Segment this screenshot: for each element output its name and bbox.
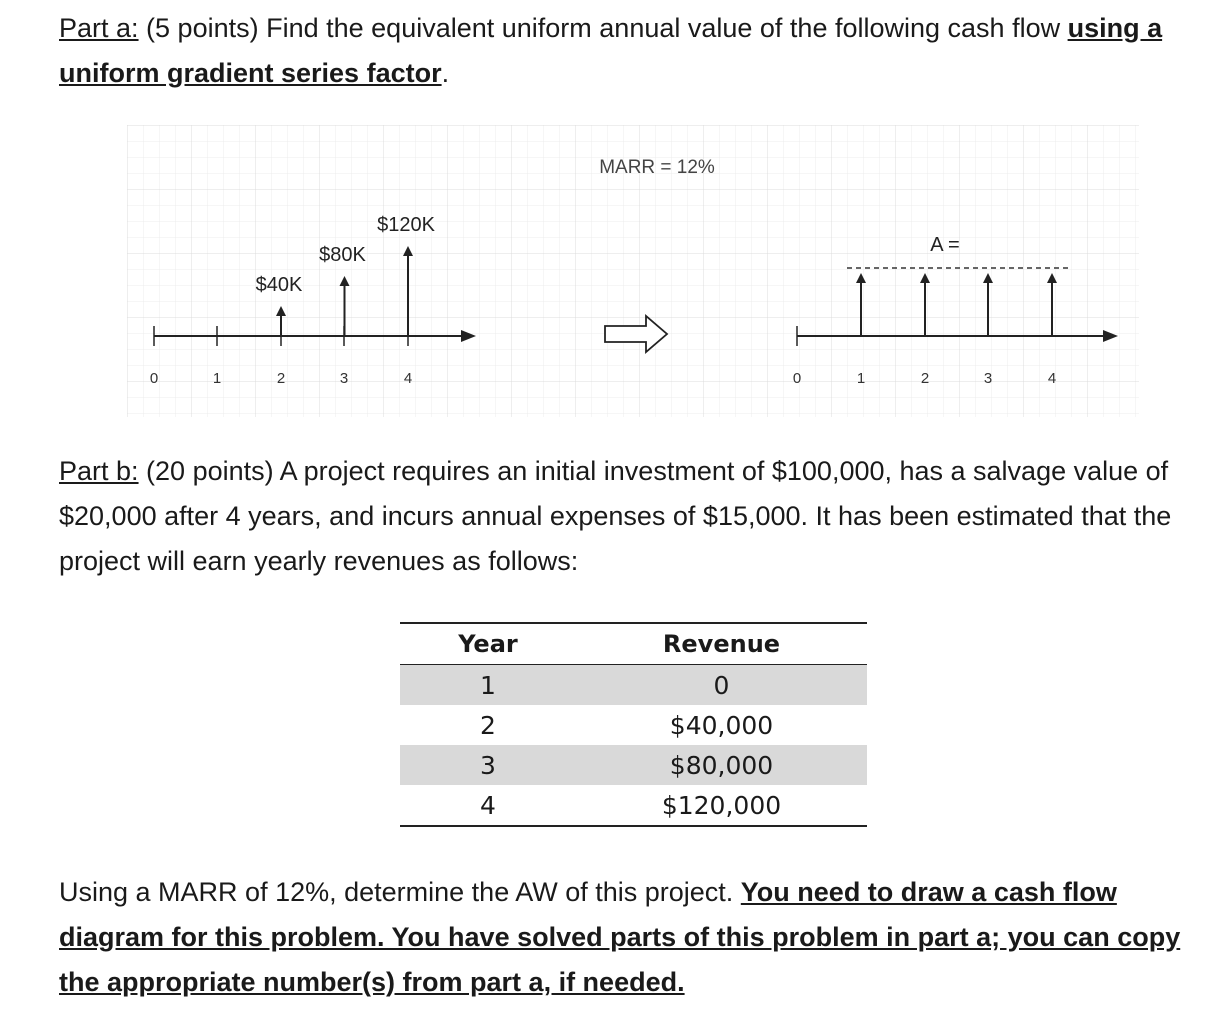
year-cell: 2 <box>480 710 496 740</box>
part-b-label: Part b: <box>59 456 139 486</box>
cash-flow-diagram <box>127 125 1139 417</box>
revenue-cell: 0 <box>576 665 867 706</box>
right-tick-label-4: 4 <box>1047 370 1057 387</box>
right-tick-label-1: 1 <box>856 370 866 387</box>
cash-flow-label-year-3: $80K <box>319 244 366 266</box>
part-b-paragraph <box>59 449 1209 584</box>
revenue-header: Revenue <box>576 623 867 665</box>
year-cell: 3 <box>400 745 576 785</box>
table-row <box>400 705 867 745</box>
part-a-period: . <box>441 58 450 88</box>
closing-text: Using a MARR of 12%, determine the AW of this project. <box>59 877 741 907</box>
part-b-text: (20 points) A project requires an initial investment of $100,000, has a salvage value of $20,000 after 4 years, and incurs annual expenses of $15,000. It has been estimated that the project will earn yearly revenues as follows: <box>59 456 1172 576</box>
cash-flow-label-year-4: $120K <box>377 214 435 236</box>
right-tick-label-3: 3 <box>983 370 993 387</box>
year-cell: 1 <box>400 665 576 706</box>
closing-paragraph <box>59 870 1189 1005</box>
year-cell: 4 <box>400 785 576 826</box>
part-a-points: (5 points) Find the equivalent uniform annual value of the following cash flow <box>138 13 1068 43</box>
left-tick-label-0: 0 <box>149 370 159 387</box>
marr-label: MARR = 12% <box>599 157 715 178</box>
table-header-row <box>400 623 867 665</box>
table-row <box>400 745 867 785</box>
closing-emphasis: You need to draw a cash flow diagram for this problem. You have solved parts of this problem in part a; you can copy the appropriate number(s) from part a, if needed. <box>59 877 1181 997</box>
revenue-cell: $120,000 <box>576 785 867 826</box>
part-a-label: Part a: <box>59 13 139 43</box>
revenue-cell: $40,000 <box>669 710 774 740</box>
part-a-paragraph <box>59 6 1209 96</box>
table-row <box>400 665 867 706</box>
part-a-method: using a uniform gradient series factor <box>59 13 1163 88</box>
left-tick-label-1: 1 <box>212 370 222 387</box>
right-tick-label-2: 2 <box>920 370 930 387</box>
year-header: Year <box>400 623 576 665</box>
table-row <box>400 785 867 826</box>
right-tick-label-0: 0 <box>792 370 802 387</box>
left-tick-label-2: 2 <box>276 370 286 387</box>
annuity-label: A = <box>930 234 960 256</box>
left-tick-label-3: 3 <box>339 370 349 387</box>
left-tick-label-4: 4 <box>403 370 413 387</box>
revenue-table <box>400 622 867 827</box>
revenue-cell: $80,000 <box>576 745 867 785</box>
cash-flow-label-year-2: $40K <box>255 274 303 296</box>
